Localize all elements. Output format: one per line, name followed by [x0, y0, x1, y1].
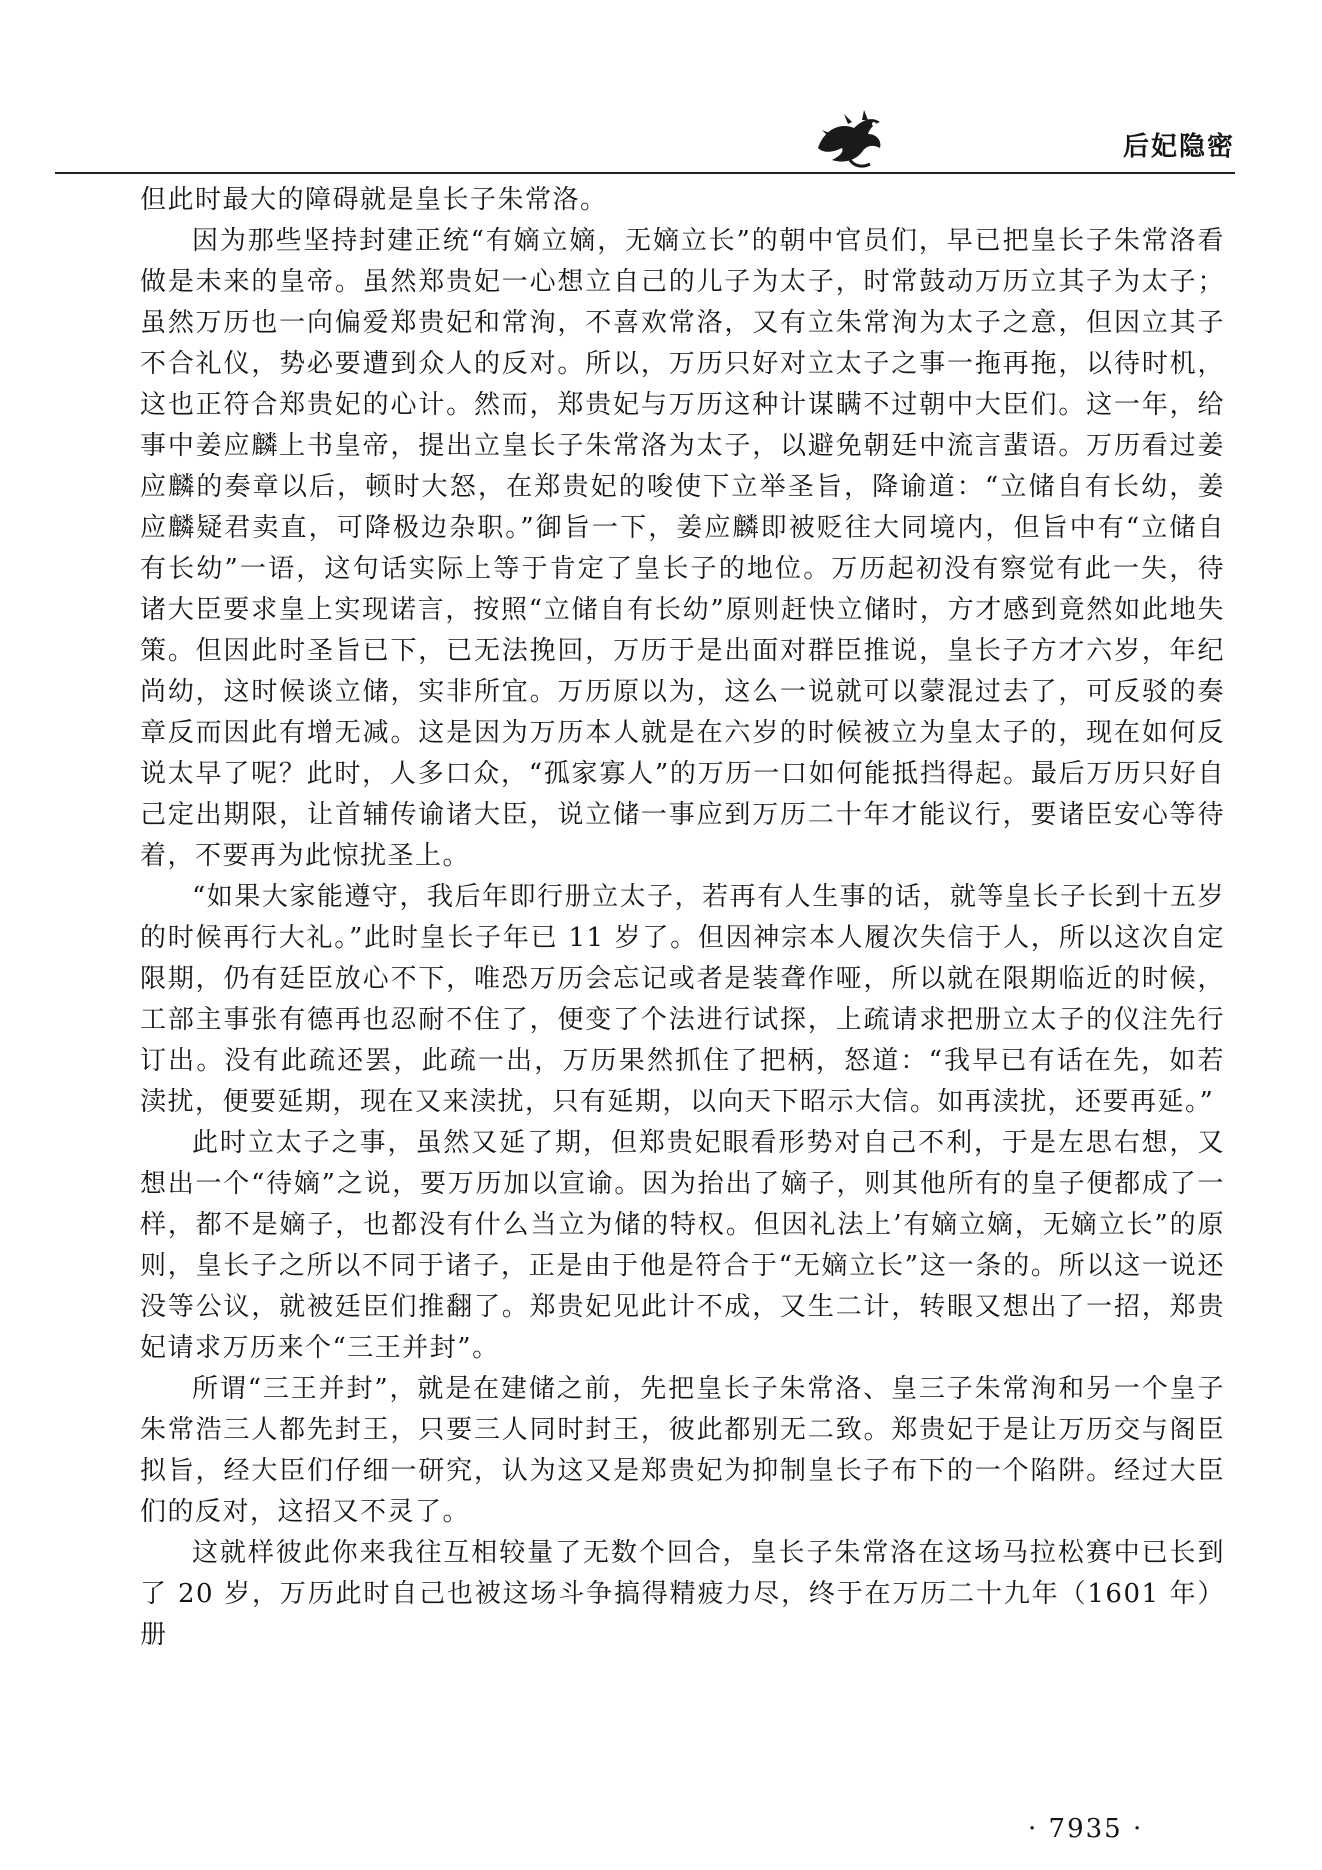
running-header [780, 100, 1245, 180]
running-title: 后妃隐密 [1122, 132, 1235, 162]
paragraph: 因为那些坚持封建正统“有嫡立嫡，无嫡立长”的朝中官员们，早已把皇长子朱常洛看做是未来的皇帝。虽然郑贵妃一心想立自己的儿子为太子，时常鼓动万历立其子为太子；虽然万历也一向偏爱郑贵妃和常洵，不喜欢常洛，又有立朱常洵为太子之意，但因立其子不合礼仪，势必要遭到众人的反对。所以，万历只好对立太子之事一拖再拖，以待时机，这也正符合郑贵妃的心计。然而，郑贵妃与万历这种计谋瞒不过朝中大臣们。这一年，给事中姜应麟上书皇帝，提出立皇长子朱常洛为太子，以避免朝廷中流言蜚语。万历看过姜应麟的奏章以后，顿时大怒，在郑贵妃的唆使下立举圣旨，降谕道：“立储自有长幼，姜应麟疑君卖直，可降极边杂职。”御旨一下，姜应麟即被贬往大同境内，但旨中有“立储自有长幼”一语，这句话实际上等于肯定了皇长子的地位。万历起初没有察觉有此一失，待诸大臣要求皇上实现诺言，按照“立储自有长幼”原则赶快立储时，方才感到竟然如此地失策。但因此时圣旨已下，已无法挽回，万历于是出面对群臣推说，皇长子方才六岁，年纪尚幼，这时候谈立储，实非所宜。万历原以为，这么一说就可以蒙混过去了，可反驳的奏章反而因此有增无减。这是因为万历本人就是在六岁的时候被立为皇太子的，现在如何反说太早了呢？此时，人多口众，“孤家寡人”的万历一口如何能抵挡得起。最后万历只好自己定出期限，让首辅传谕诸大臣，说立储一事应到万历二十年才能议行，要诸臣安心等待着，不要再为此惊扰圣上。 [140, 226, 1225, 871]
paragraph: 所谓“三王并封”，就是在建储之前，先把皇长子朱常洛、皇三子朱常洵和另一个皇子朱常浩三人都先封王，只要三人同时封王，彼此都别无二致。郑贵妃于是让万历交与阁臣拟旨，经大臣们仔细一研究，认为这又是郑贵妃为抑制皇长子布下的一个陷阱。经过大臣们的反对，这招又不灵了。 [140, 1374, 1225, 1527]
paragraph: 此时立太子之事，虽然又延了期，但郑贵妃眼看形势对自己不利，于是左思右想，又想出一个“待嫡”之说，要万历加以宣谕。因为抬出了嫡子，则其他所有的皇子便都成了一样，都不是嫡子，也都没有什么当立为储的特权。但因礼法上’有嫡立嫡，无嫡立长”的原则，皇长子之所以不同于诸子，正是由于他是符合于“无嫡立长”这一条的。所以这一说还没等公议，就被廷臣们推翻了。郑贵妃见此计不成，又生二计，转眼又想出了一招，郑贵妃请求万历来个“三王并封”。 [140, 1128, 1225, 1363]
paragraph: 但此时最大的障碍就是皇长子朱常洛。 [140, 185, 608, 215]
page-number: · 7935 · [1028, 1814, 1144, 1844]
body-text [140, 180, 1225, 1656]
paragraph: 这就样彼此你来我往互相较量了无数个回合，皇长子朱常洛在这场马拉松赛中已长到了 20 岁，万历此时自己也被这场斗争搞得精疲力尽，终于在万历二十九年（1601 年）册 [140, 1538, 1225, 1650]
dragon-icon [810, 108, 890, 172]
paragraph: “如果大家能遵守，我后年即行册立太子，若再有人生事的话，就等皇长子长到十五岁的时候再行大礼。”此时皇长子年已 11 岁了。但因神宗本人履次失信于人，所以这次自定限期，仍有廷臣放心不下，唯恐万历会忘记或者是装聋作哑，所以就在限期临近的时候，工部主事张有德再也忍耐不住了，便变了个法进行试探，上疏请求把册立太子的仪注先行订出。没有此疏还罢，此疏一出，万历果然抓住了把柄，怒道：“我早已有话在先，如若渎扰，便要延期，现在又来渎扰，只有延期，以向天下昭示大信。如再渎扰，还要再延。” [140, 882, 1225, 1117]
header-rule [55, 172, 1235, 174]
